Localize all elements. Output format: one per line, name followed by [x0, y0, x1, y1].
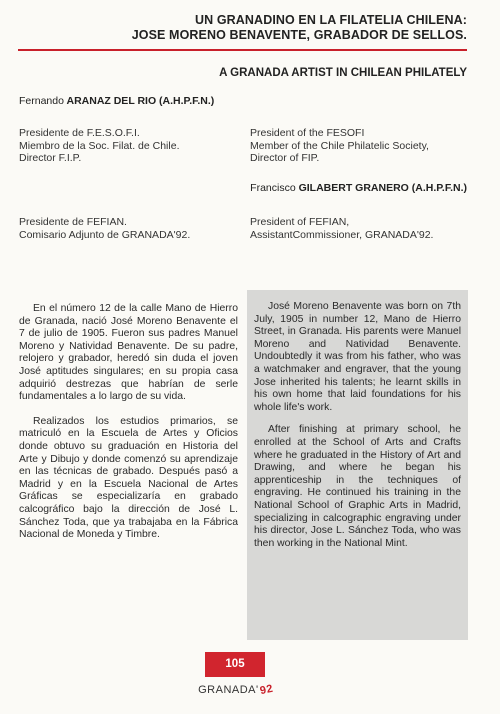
title-divider: [18, 49, 467, 51]
role-line: Miembro de la Soc. Filat. de Chile.: [19, 139, 180, 152]
role-line: President of the FESOFI: [250, 127, 365, 139]
brand-text: GRANADA': [198, 684, 259, 696]
granada-92-logo-mark: 92: [258, 682, 274, 698]
spanish-title-line-2: JOSE MORENO BENAVENTE, GRABADOR DE SELLOS.: [131, 28, 467, 42]
role-line: Director of FIP.: [250, 152, 320, 164]
paragraph: Realizados los estudios primarios, se matriculó en la Escuela de Artes y Oficios donde obtuvo su graduación en Historia del Arte y Dibujo y donde comenzó su aprendizaje en las técnicas de grabado. Después pasó a Madrid y en la Escuela Nacional de Artes Gráficas se especializaría en grabado calcográfico bajo la dirección de José L. Sánchez Toda, que ya trabajaba en la Fábrica Nacional de Moneda y Timbre.: [19, 415, 238, 541]
role-line: Member of the Chile Philatelic Society,: [250, 139, 429, 152]
role-line: Presidente de F.E.S.O.F.I.: [19, 127, 140, 139]
author-1-first-name: Fernando: [19, 95, 64, 107]
spanish-title-line-1: UN GRANADINO EN LA FILATELIA CHILENA:: [195, 13, 467, 27]
spanish-article-column: [19, 303, 238, 554]
author-1-surname: ARANAZ DEL RIO (A.H.P.F.N.): [66, 95, 215, 107]
author-2-first-name: Francisco: [250, 182, 296, 194]
author-1-roles-english: [250, 127, 429, 165]
role-line: President of FEFIAN,: [250, 216, 350, 228]
paragraph: En el número 12 de la calle Mano de Hierro de Granada, nació José Moreno Benavente el 7 de julio de 1905. Fueron sus padres Manuel Moreno y Natividad Benavente. De su padre, relojero y grabador, heredó sin duda el joven José aptitudes singulares; en su propia casa adquirió destrezas que habrían de serle fundamentales a lo largo de su vida.: [19, 303, 238, 403]
role-line: Director F.I.P.: [19, 152, 82, 164]
role-line: Presidente de FEFIAN.: [19, 216, 127, 228]
author-1-name: [19, 95, 214, 107]
page-number: 105: [205, 652, 265, 677]
paragraph: José Moreno Benavente was born on 7th July, 1905 in number 12, Mano de Hierro Street, in Granada. His parents were Manuel Moreno and Natividad Benavente. Undoubtedly it was from his father, who was a watchmaker and engraver, that the young Jose inherited his talents; he learnt skills in his own home that laid foundations for his whole life's work.: [254, 301, 461, 413]
english-article-column: [254, 301, 461, 560]
author-2-roles-english: [250, 216, 433, 241]
author-1-roles-spanish: [19, 127, 179, 165]
spanish-title: [132, 13, 467, 43]
paragraph: After finishing at primary school, he enrolled at the School of Arts and Crafts where he graduated in the History of Art and Drawing, and where he began his apprenticeship in the techniques of engraving. He continued his training in the National School of Graphic Arts in Madrid, specializing in calcographic engraving under his director, Jose L. Sánchez Toda, who was then working in the National Mint.: [254, 424, 461, 549]
author-2-roles-spanish: [19, 216, 190, 241]
author-2-name: [250, 182, 467, 194]
role-line: AssistantCommissioner, GRANADA'92.: [250, 228, 434, 241]
english-title: A GRANADA ARTIST IN CHILEAN PHILATELY: [219, 67, 467, 79]
author-2-surname: GILABERT GRANERO (A.H.P.F.N.): [298, 182, 467, 194]
footer-brand: [188, 684, 283, 696]
role-line: Comisario Adjunto de GRANADA'92.: [19, 228, 191, 241]
